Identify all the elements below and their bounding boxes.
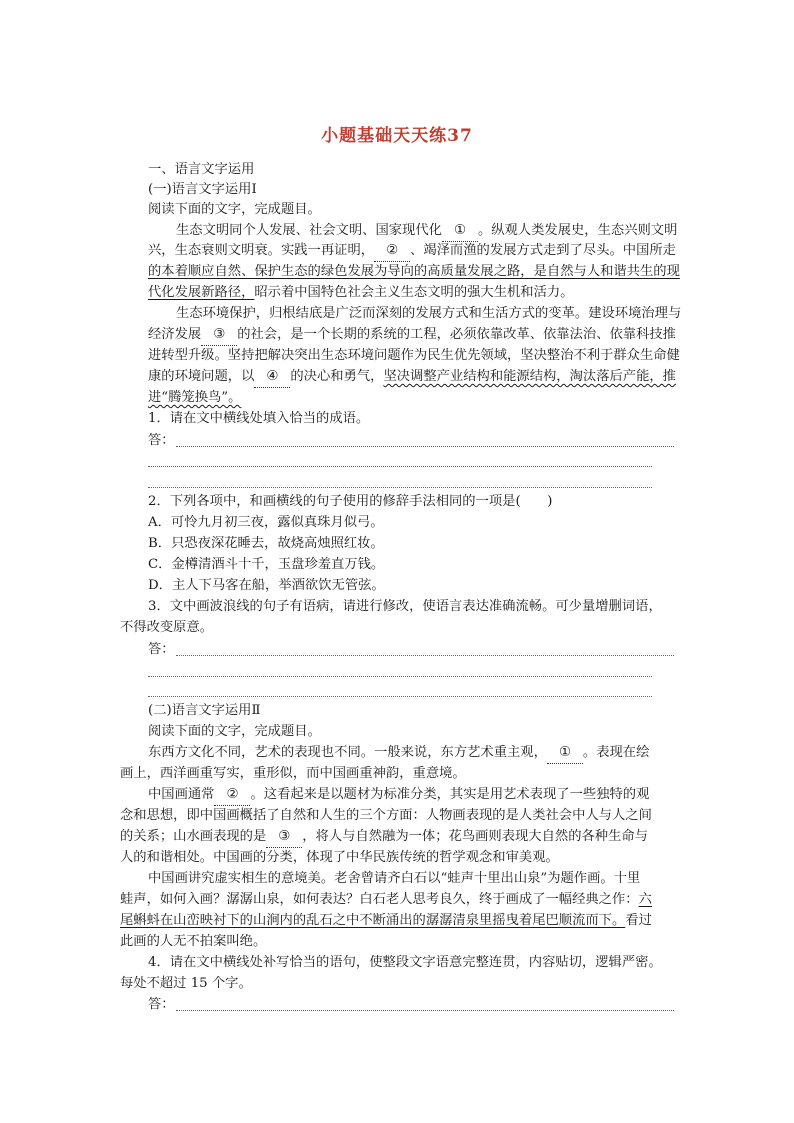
answer-label-3: 答： [148, 642, 175, 657]
blank-3[interactable]: ③ [201, 325, 237, 346]
part2-instruction: 阅读下面的文字，完成题目。 [148, 724, 321, 739]
question-2: 2．下列各项中，和画横线的句子使用的修辞手法相同的一项是( ) [148, 494, 553, 509]
section-heading: 一、语言文字运用 [148, 162, 255, 177]
underlined-sentence: 的本着顺应自然、保护生态的绿色发展为导向的高质量发展之路，是自然与人和谐共生的现 [148, 264, 680, 279]
question-3-line2: 不得改变原意。 [120, 620, 214, 635]
p2a-line2: 画上，西洋画重写实，重形似，而中国画重神韵，重意境。 [120, 766, 466, 781]
answer-line[interactable] [176, 655, 674, 656]
blank-2-2[interactable]: ② [214, 785, 250, 806]
p2-line4: 康的环境问题，以 ④ 的决心和勇气，坚决调整产业结构和能源结构，淘汰落后产能，推 [148, 367, 676, 388]
blank-2-3[interactable]: ③ [266, 827, 302, 848]
question-3-line1: 3．文中画波浪线的句子有语病，请进行修改，使语言表达准确流畅。可少量增删词语， [148, 599, 662, 614]
answer-label-1: 答： [148, 433, 175, 448]
answer-line[interactable] [148, 696, 652, 697]
answer-line[interactable] [176, 446, 674, 447]
p1-line3 [148, 262, 680, 282]
p2-line5: 进“腾笼换鸟”。 [148, 390, 242, 405]
p2c-line4: 此画的人无不拍案叫绝。 [120, 934, 267, 949]
blank-2[interactable]: ② [374, 241, 410, 262]
answer-line[interactable] [148, 466, 652, 467]
part1-instruction: 阅读下面的文字，完成题目。 [148, 202, 321, 217]
p2a-line1: 东西方文化不同，艺术的表现也不同。一般来说，东方艺术重主观， ① 。表现在绘 [148, 743, 649, 764]
p1-line1: 生态文明同个人发展、社会文明、国家现代化 ① 。纵观人类发展史，生态兴则文明 [176, 221, 677, 242]
option-a[interactable]: A．可怜九月初三夜，露似真珠月似弓。 [148, 515, 384, 530]
question-4-line1: 4．请在文中横线处补写恰当的语句，使整段文字语意完整连贯，内容贴切，逻辑严密。 [148, 955, 662, 970]
part2-heading: (二)语言文字运用Ⅱ [148, 703, 261, 718]
part1-heading: (一)语言文字运用Ⅰ [148, 182, 257, 197]
p2b-line4: 人的和谐相处。中国画的分类，体现了中华民族传统的哲学观念和审美观。 [120, 850, 559, 865]
p1-line4: 代化发展新路径，昭示着中国特色社会主义生态文明的强大生机和活力。 [148, 285, 574, 300]
question-4-line2: 每处不超过 15 个字。 [120, 976, 252, 991]
p2-line1: 生态环境保护，归根结底是广泛而深刻的发展方式和生活方式的变革。建设环境治理与 [176, 306, 682, 321]
blank-1[interactable]: ① [442, 221, 478, 242]
option-d[interactable]: D．主人下马客在船，举酒欲饮无管弦。 [148, 578, 385, 593]
blank-4[interactable]: ④ [254, 367, 290, 388]
option-b[interactable]: B．只恐夜深花睡去，故烧高烛照红妆。 [148, 536, 384, 551]
p2-line2: 经济发展 ③ 的社会，是一个长期的系统的工程，必须依靠改革、依靠法治、依靠科技推 [148, 325, 676, 346]
answer-line[interactable] [148, 676, 652, 677]
question-1: 1．请在文中横线处填入恰当的成语。 [148, 411, 370, 426]
p2c-line3: 尾蝌蚪在山峦映衬下的山涧内的乱石之中不断涌出的潺潺清泉里摇曳着尾巴顺流而下。看过 [120, 913, 652, 928]
p2b-line3: 的关系；山水画表现的是 ③ ，将人与自然融为一体；花鸟画则表现大自然的各种生命与 [120, 827, 648, 848]
page-title: 小题基础天天练37 [321, 126, 473, 146]
p2c-line2: 蛙声，如何入画？潺潺山泉，如何表达？白石老人思考良久，终于画成了一幅经典之作：六 [120, 892, 652, 907]
blank-2-1[interactable]: ① [547, 743, 583, 764]
p2c-line1: 中国画讲究虚实相生的意境美。老舍曾请齐白石以“蛙声十里出山泉”为题作画。十里 [148, 871, 641, 886]
option-c[interactable]: C．金樽清酒斗十千，玉盘珍羞直万钱。 [148, 557, 385, 572]
p2b-line1: 中国画通常 ② 。这看起来是以题材为标准分类，其实是用艺术表现了一些独特的观 [148, 785, 649, 806]
p2b-line2: 念和思想，即中国画概括了自然和人生的三个方面：人物画表现的是人类社会中人与人之间 [120, 808, 652, 823]
answer-line[interactable] [148, 487, 652, 488]
wavy-sentence: 坚决调整产业结构和能源结构，淘汰落后产能，推 [383, 369, 676, 384]
answer-line[interactable] [176, 1010, 674, 1011]
p2-line3: 进转型升级。坚持把解决突出生态环境问题作为民生优先领域，坚决整治不利于群众生命健 [148, 348, 680, 363]
p1-line2: 兴，生态衰则文明衰。实践一再证明， ② 、竭泽而渔的发展方式走到了尽头。中国所走 [148, 241, 676, 262]
answer-label-4: 答： [148, 997, 175, 1012]
underlined-sentence-2: 尾蝌蚪在山峦映衬下的山涧内的乱石之中不断涌出的潺潺清泉里摇曳着尾巴顺流而下。 [120, 913, 626, 928]
